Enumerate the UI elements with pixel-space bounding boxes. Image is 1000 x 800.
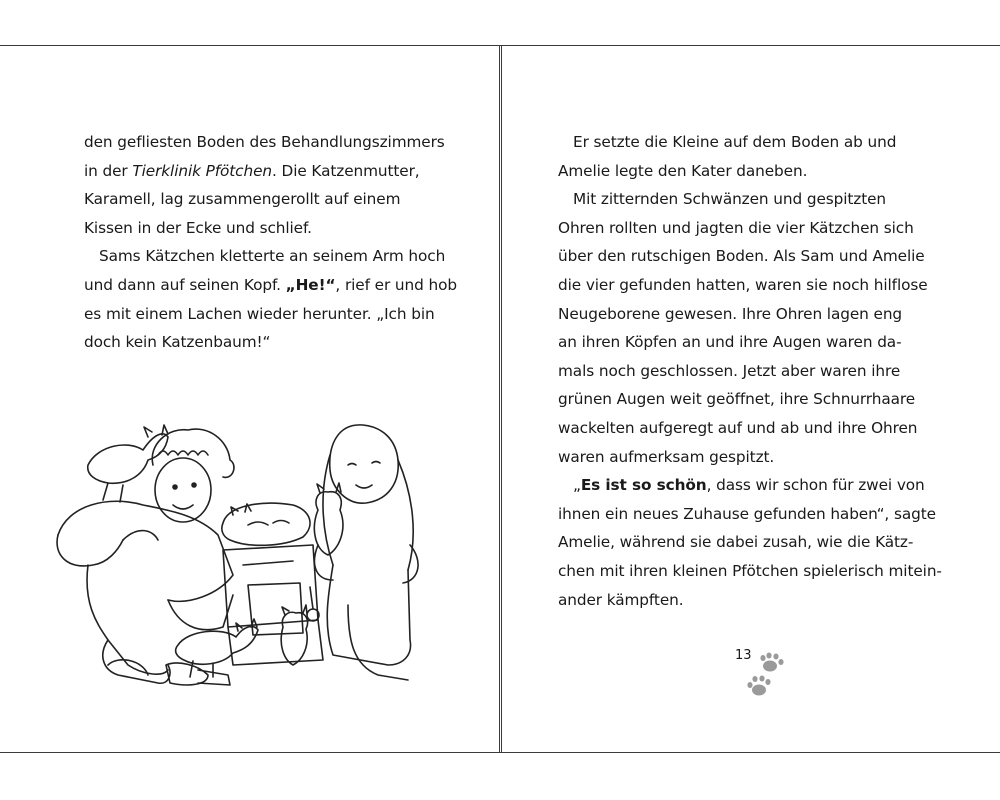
text-line: wackelten aufgeregt auf und ab und ihre Ohren	[558, 418, 918, 437]
text-line: Kissen in der Ecke und schlief.	[84, 218, 312, 237]
text-line: Er setzte die Kleine auf dem Boden ab und	[573, 133, 897, 151]
clinic-name: Tierklinik Pfötchen	[132, 161, 272, 180]
text-line: die vier gefunden hatten, waren sie noch hilflose	[558, 275, 928, 294]
text-line: an ihren Köpfen an und ihre Augen waren da-	[558, 333, 902, 352]
text-line: über den rutschigen Boden. Als Sam und Amelie	[558, 247, 925, 266]
paw-print-icon	[757, 652, 787, 674]
page-number: 13	[735, 648, 752, 663]
text-line: den gefliesten Boden des Behandlungszimmers	[84, 133, 445, 151]
text-line: Mit zitternden Schwänzen und gespitzten	[573, 190, 887, 209]
left-page	[0, 45, 500, 753]
text-span: , rief er und hob	[335, 275, 457, 294]
text-line	[84, 271, 457, 300]
text-span: und dann auf seinen Kopf.	[84, 275, 286, 294]
paw-print-icon	[744, 675, 774, 697]
text-span: , dass wir schon für zwei von	[706, 476, 925, 495]
text-line: Amelie, während sie dabei zusah, wie die Kätz-	[558, 533, 914, 552]
text-line: grünen Augen weit geöffnet, ihre Schnurrhaare	[558, 390, 916, 409]
text-span: in der	[84, 161, 133, 180]
emphasized-speech: Es ist so schön	[580, 476, 707, 495]
text-span: „	[573, 476, 581, 495]
text-line: chen mit ihren kleinen Pfötchen spielerisch mitein-	[558, 561, 942, 580]
text-line: doch kein Katzenbaum!“	[84, 333, 271, 352]
text-line: Sams Kätzchen kletterte an seinem Arm hoch	[99, 247, 446, 266]
left-page-text	[84, 128, 457, 357]
right-page-text	[558, 128, 942, 614]
text-line: ander kämpften.	[558, 590, 684, 609]
right-page	[501, 45, 1000, 753]
text-line: Ohren rollten und jagten die vier Kätzchen sich	[558, 218, 914, 237]
text-line: es mit einem Lachen wieder herunter. „Ich bin	[84, 304, 435, 323]
kittens-illustration	[48, 365, 448, 710]
text-line: Karamell, lag zusammengerollt auf einem	[84, 190, 401, 209]
text-line: ihnen ein neues Zuhause gefunden haben“, sagte	[558, 504, 936, 523]
text-span: . Die Katzenmutter,	[272, 161, 420, 180]
text-line	[558, 471, 942, 500]
text-line: waren aufmerksam gespitzt.	[558, 447, 775, 466]
text-line: Amelie legte den Kater daneben.	[558, 161, 808, 180]
text-line: mals noch geschlossen. Jetzt aber waren ihre	[558, 361, 901, 380]
exclamation: „He!“	[285, 275, 336, 294]
text-line: Neugeborene gewesen. Ihre Ohren lagen eng	[558, 304, 903, 323]
text-line	[84, 157, 457, 186]
